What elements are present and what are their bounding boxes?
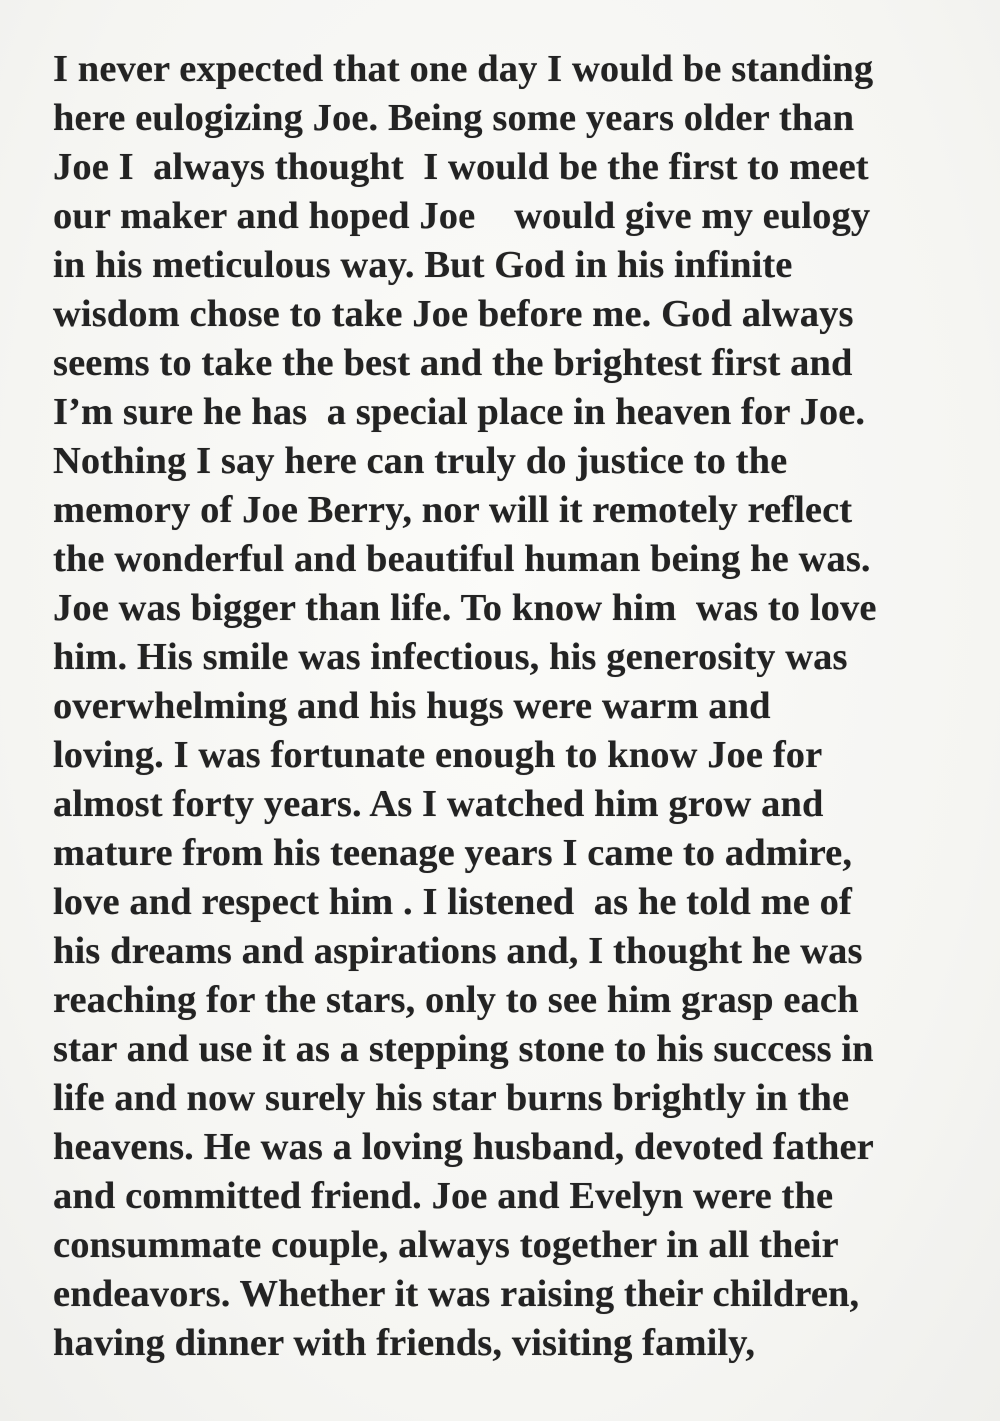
text-line: mature from his teenage years I came to admire,: [53, 832, 853, 874]
text-line: almost forty years. As I watched him grow and: [53, 783, 824, 825]
text-line: Joe was bigger than life. To know him was to love: [53, 587, 877, 629]
text-line: him. His smile was infectious, his generosity was: [53, 636, 848, 678]
text-line: here eulogizing Joe. Being some years older than: [53, 97, 855, 139]
text-line: memory of Joe Berry, nor will it remotely reflect: [53, 489, 853, 531]
text-line: loving. I was fortunate enough to know Joe for: [53, 734, 823, 776]
text-line: having dinner with friends, visiting family,: [53, 1322, 756, 1364]
text-line: I’m sure he has a special place in heaven for Joe.: [53, 391, 866, 433]
text-line: wisdom chose to take Joe before me. God always: [53, 293, 854, 335]
text-line: our maker and hoped Joe would give my eulogy: [53, 195, 871, 237]
text-line: life and now surely his star burns brightly in the: [53, 1077, 850, 1119]
eulogy-text: [53, 45, 983, 1368]
text-line: heavens. He was a loving husband, devoted father: [53, 1126, 874, 1168]
text-line: reaching for the stars, only to see him grasp each: [53, 979, 859, 1021]
text-line: and committed friend. Joe and Evelyn were the: [53, 1175, 834, 1217]
text-line: star and use it as a stepping stone to his success in: [53, 1028, 874, 1070]
text-line: his dreams and aspirations and, I thought he was: [53, 930, 863, 972]
text-line: overwhelming and his hugs were warm and: [53, 685, 771, 727]
text-line: endeavors. Whether it was raising their children,: [53, 1273, 860, 1315]
text-line: Joe I always thought I would be the first to meet: [53, 146, 869, 188]
text-line: seems to take the best and the brightest first and: [53, 342, 853, 384]
text-line: Nothing I say here can truly do justice to the: [53, 440, 788, 482]
text-line: love and respect him . I listened as he told me of: [53, 881, 852, 923]
text-line: I never expected that one day I would be standing: [53, 48, 874, 90]
text-line: consummate couple, always together in all their: [53, 1224, 839, 1266]
text-line: in his meticulous way. But God in his infinite: [53, 244, 793, 286]
text-line: the wonderful and beautiful human being he was.: [53, 538, 871, 580]
